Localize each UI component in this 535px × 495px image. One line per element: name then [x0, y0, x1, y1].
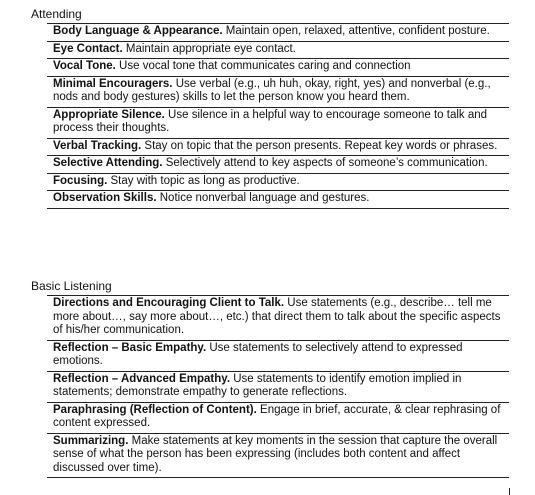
table-row	[47, 296, 509, 341]
page-edge-mark	[509, 488, 510, 495]
table-row	[47, 341, 509, 372]
skill-description: Stay on topic that the person presents. Repeat key words or phrases.	[144, 139, 498, 152]
skill-term: Body Language & Appearance.	[53, 25, 223, 37]
skill-term: Vocal Tone.	[53, 60, 116, 72]
skill-description: Use silence in a helpful way to encourage someone to talk and process their thoughts.	[53, 108, 488, 134]
table-row	[47, 59, 509, 77]
skill-description: Maintain open, relaxed, attentive, confident posture.	[225, 25, 490, 37]
skill-description: Engage in brief, accurate, & clear rephrasing of content expressed.	[53, 403, 501, 429]
skill-term: Selective Attending.	[53, 157, 163, 169]
skill-description: Use verbal (e.g., uh huh, okay, right, yes) and nonverbal (e.g., nods and body gestures) skills to let the person know you heard them.	[53, 77, 491, 103]
skill-term: Observation Skills.	[53, 192, 157, 204]
skill-description: Use statements (e.g., describe… tell me more about…, say more about…, etc.) that direct them to talk about the specific aspects of his/her communication.	[53, 297, 501, 336]
skill-description: Use statements to selectively attend to expressed emotions.	[53, 341, 463, 367]
skill-description: Notice nonverbal language and gestures.	[159, 192, 370, 204]
attending-table	[47, 23, 509, 209]
skill-description: Maintain appropriate eye contact.	[125, 42, 296, 55]
table-row	[47, 108, 509, 139]
skill-description: Make statements at key moments in the session that capture the overall sense of what the person has been expressing (includes both content and affect discussed over time).	[53, 434, 498, 474]
basic-listening-table	[47, 295, 509, 478]
skill-term: Appropriate Silence.	[53, 108, 165, 121]
table-row	[47, 77, 509, 108]
section-title-attending: Attending	[31, 7, 82, 21]
skill-term: Eye Contact.	[53, 42, 123, 55]
skill-description: Stay with topic as long as productive.	[110, 174, 300, 187]
skill-term: Paraphrasing (Reflection of Content).	[53, 403, 257, 416]
section-title-basic-listening: Basic Listening	[31, 279, 112, 293]
table-row	[47, 156, 509, 174]
table-row	[47, 42, 509, 60]
skill-term: Focusing.	[53, 174, 108, 187]
table-row	[47, 191, 509, 209]
skill-term: Verbal Tracking.	[53, 139, 142, 152]
skill-description: Use vocal tone that communicates caring and connection	[119, 60, 411, 72]
skill-term: Reflection – Advanced Empathy.	[53, 372, 231, 385]
skill-term: Directions and Encouraging Client to Talk.	[53, 297, 285, 309]
table-row	[47, 372, 509, 403]
table-row	[47, 403, 509, 434]
skill-term: Summarizing.	[53, 434, 129, 447]
skill-term: Reflection – Basic Empathy.	[53, 341, 207, 354]
table-row	[47, 174, 509, 192]
skill-description: Use statements to identify emotion implied in statements; demonstrate empathy to generate reflections.	[53, 372, 462, 398]
table-row	[47, 24, 509, 42]
table-row	[47, 434, 509, 479]
skill-term: Minimal Encouragers.	[53, 77, 173, 90]
skill-description: Selectively attend to key aspects of someone’s communication.	[165, 157, 488, 169]
table-row	[47, 139, 509, 157]
